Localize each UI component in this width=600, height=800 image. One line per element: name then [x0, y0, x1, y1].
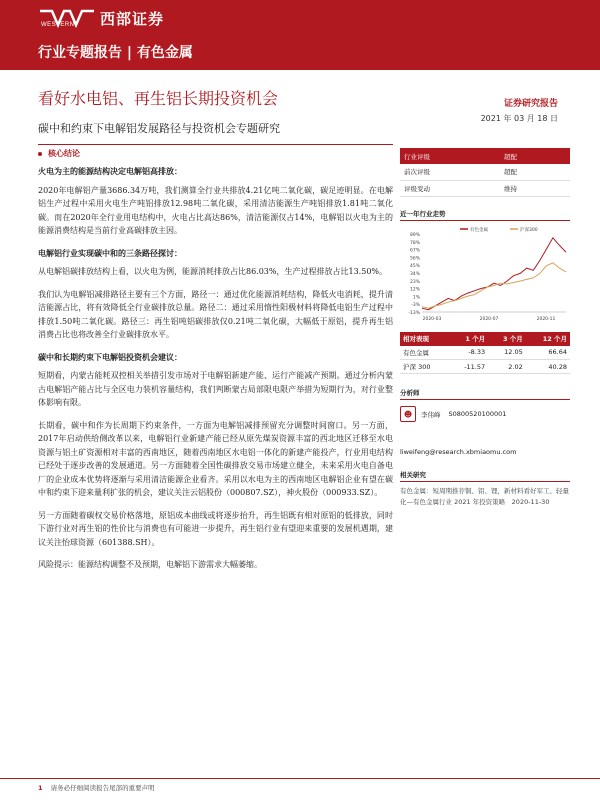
legend-label: 沪深300	[520, 227, 538, 233]
person-icon: ☻	[400, 406, 416, 422]
y-tick-label: -13%	[408, 310, 420, 316]
column-header: 1 个月	[449, 332, 488, 346]
rating-value: 超配	[500, 148, 570, 164]
y-tick-label: 89%	[409, 232, 420, 238]
footer	[38, 783, 155, 792]
related-research[interactable]: 有色金属：短周期推荐铜、铝、锂，新材料看好军工、轻量化—有色金属行业 2021 年投资策略 2020-11-30	[400, 487, 569, 506]
analyst-row	[400, 406, 570, 422]
paragraph: 长期看，碳中和作为长周期下约束条件，一方面为电解铝减排预留充分调整时间窗口。另一方面，2017年启动供给侧改革以来，电解铝行业新建产能已经从原先煤炭资源丰富的西北地区迁移至水电资源与铝土矿资源相对丰富的西南地区，随着西南地区水电铝一体化的新建产能投产，行业用电结构已经处于逐步改善的发展通道。另一方面随着全国性碳排放交易市场建立健全，未来采用火电自备电厂的企业成本优势将逐渐与采用清洁能源企业看齐。采用以水电为主的西南地区电解铝企业有望在碳中和约束下迎来量利扩张的机会，建议关注云铝股份（000807.SZ），神火股份（000933.SZ）。	[38, 420, 393, 497]
rating-label: 前次评级	[400, 164, 500, 180]
analyst-heading: 分析师	[400, 388, 570, 400]
page-number: 1	[38, 784, 43, 792]
report-title: 看好水电铝、再生铝长期投资机会	[38, 89, 279, 108]
analyst-name: 李伟峰	[421, 410, 441, 419]
bullet-icon	[38, 152, 42, 156]
paragraph: 我们认为电解铝减排路径主要有三个方面，路径一：通过优化能源消耗结构，降低火电消耗，提升清洁能源占比，将有效降低全行业碳排放总量。路径二：通过采用惰性阳极材料将降低电铝生产过程中排放1.50吨二氧化碳。路径三：再生铝吨铝碳排放仅0.21吨二氧化碳，大幅低于原铝，提升再生铝消费占比也将改善全行业碳排放水平。	[38, 289, 393, 339]
y-tick-label: 34%	[409, 271, 420, 277]
trend-chart-svg	[400, 224, 570, 324]
paragraph: 另一方面随着碳权交易价格落地，原铝成本曲线或将逐步抬升，再生铝既有相对原铝的低排放，同时下游行业对再生铝的性价比与消费也有可能进一步提升，再生铝行业有望迎来重要的发展机遇期，建议关注怡球资源（601388.SH）。	[38, 510, 393, 547]
core-conclusion-label: 核心结论	[48, 149, 80, 158]
legend-label: 有色金属	[470, 227, 488, 233]
table-cell: 有色金属	[400, 346, 449, 360]
paragraph-heading: 火电为主的能源结构决定电解铝高排放：	[38, 167, 182, 176]
report-type: 行业专题报告 | 有色金属	[38, 45, 193, 61]
rating-table	[400, 148, 570, 197]
brand-name: 西部证券	[100, 10, 165, 28]
performance-table	[400, 332, 570, 375]
brand-english: WESTERN	[41, 22, 75, 28]
table-cell: -8.33	[449, 346, 488, 360]
trend-chart	[400, 224, 570, 324]
report-subtitle: 碳中和约束下电解铝发展路径与投资机会专题研究	[38, 122, 280, 135]
y-tick-label: 56%	[409, 255, 420, 261]
paragraph: 从电解铝碳排放结构上看，以火电为例，能源消耗排放占比86.03%，生产过程排放占比13.50%。	[38, 267, 388, 276]
table-row	[400, 164, 570, 180]
analyst-license: S0800520100001	[448, 410, 507, 418]
y-tick-label: -3%	[411, 302, 420, 308]
analyst-email[interactable]: liweifeng@research.xbmiaomu.com	[400, 448, 517, 456]
related-heading: 相关研究	[400, 470, 570, 482]
title-divider	[38, 144, 393, 145]
company-logo	[38, 7, 96, 33]
table-cell: 沪深 300	[400, 360, 449, 374]
x-tick-label: 2020-03	[422, 316, 442, 322]
series-line-0	[422, 237, 566, 309]
body-text	[38, 165, 393, 581]
core-conclusion-heading	[38, 148, 80, 159]
column-header: 3 个月	[488, 332, 526, 346]
table-cell: 66.64	[526, 346, 570, 360]
disclaimer-note: 请务必仔细阅读报告尾部的重要声明	[50, 784, 155, 792]
table-cell: 40.28	[526, 360, 570, 374]
table-cell: 12.05	[488, 346, 526, 360]
y-tick-label: 45%	[409, 263, 420, 269]
y-tick-label: 1%	[412, 294, 420, 300]
table-cell: -11.57	[449, 360, 488, 374]
table-row	[400, 360, 570, 374]
x-tick-label: 2020-07	[479, 316, 499, 322]
footer-divider	[0, 778, 600, 779]
paragraph-heading: 电解铝行业实现碳中和的三条路径探讨：	[38, 248, 182, 258]
rating-label: 行业评级	[400, 148, 500, 164]
rating-value: 维持	[500, 180, 570, 196]
column-header: 12 个月	[526, 332, 570, 346]
rating-label: 评级变动	[400, 180, 500, 196]
trend-title: 近一年行业走势	[400, 209, 570, 221]
paragraph-heading: 碳中和长期约束下电解铝投资机会建议：	[38, 352, 182, 362]
x-tick-label: 2020-11	[536, 316, 556, 322]
table-row	[400, 346, 570, 360]
table-cell: 2.02	[488, 360, 526, 374]
sidebar	[400, 148, 570, 507]
risk-note: 风险提示：能源结构调整不及预期，电解铝下游需求大幅萎缩。	[38, 560, 262, 569]
report-kind: 证券研究报告	[503, 99, 558, 109]
table-row	[400, 180, 570, 196]
report-date: 2021 年 03 月 18 日	[480, 114, 558, 123]
y-tick-label: 23%	[409, 279, 420, 285]
y-tick-label: 78%	[409, 240, 420, 246]
column-header: 相对表现	[400, 332, 449, 346]
top-banner	[0, 0, 600, 70]
table-row	[400, 148, 570, 164]
table-header-row	[400, 332, 570, 346]
rating-value: 超配	[500, 164, 570, 180]
y-tick-label: 12%	[409, 287, 420, 293]
y-tick-label: 67%	[409, 248, 420, 254]
paragraph: 短期看，内蒙古能耗双控相关举措引发市场对于电解铝新建产能、运行产能减产预期。通过分析内蒙古电解铝产能占比与全区电力装机容量结构，我们判断蒙古局部限电限产举措为短期行为，对行业整体影响有限。	[38, 371, 393, 407]
paragraph: 2020年电解铝产量3686.34万吨，我们测算全行业共排放4.21亿吨二氧化碳，碳足迹明显。在电解铝生产过程中采用火电生产吨铝排放12.98吨二氧化碳，采用清洁能源生产吨铝排放1.81吨二氧化碳。而在2020年全行业用电结构中，火电占比高达86%，清洁能源仅占14%，电解铝以火电为主的能源消费结构是当前行业高碳排放主因。	[38, 185, 393, 235]
